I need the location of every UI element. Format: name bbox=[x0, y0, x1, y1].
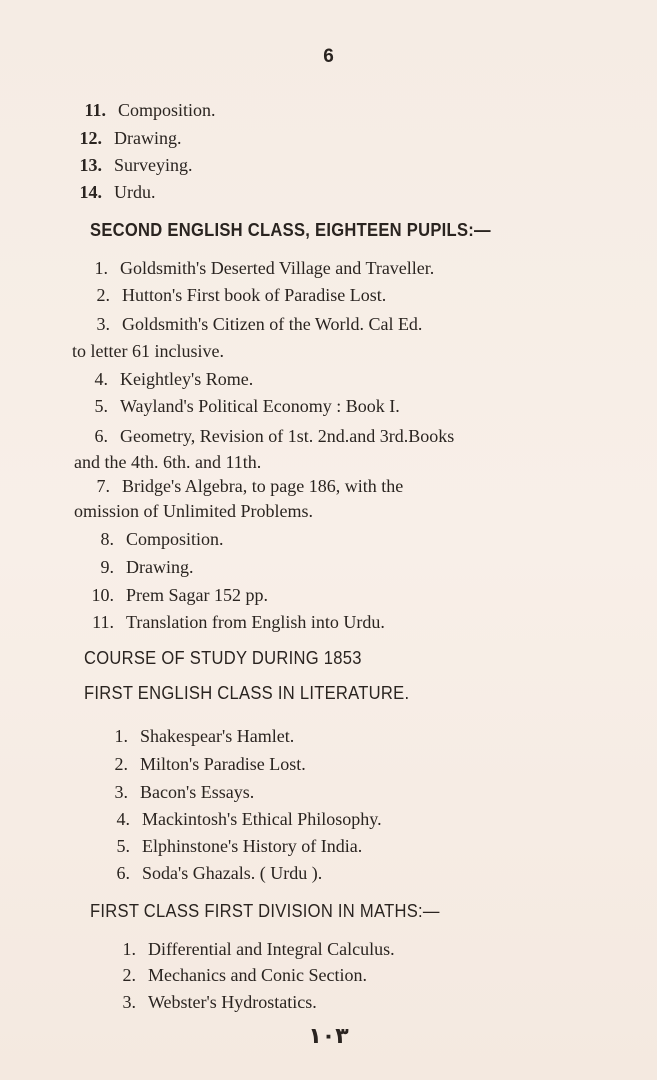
list-item bbox=[72, 424, 454, 448]
item-text: Goldsmith's Deserted Village and Traveller. bbox=[120, 258, 435, 278]
list-item bbox=[78, 583, 268, 607]
item-text: Keightley's Rome. bbox=[120, 369, 254, 389]
course-heading: COURSE OF STUDY DURING 1853 bbox=[84, 648, 362, 668]
item-number: 10. bbox=[91, 585, 114, 605]
list-item bbox=[94, 834, 362, 858]
list-item bbox=[74, 474, 403, 498]
list-item bbox=[94, 861, 322, 885]
list-item bbox=[92, 780, 254, 804]
item-text: Surveying. bbox=[114, 155, 193, 175]
item-text: Composition. bbox=[118, 100, 216, 120]
list-item bbox=[70, 98, 216, 122]
list-item bbox=[72, 256, 434, 280]
item-number: 11. bbox=[84, 100, 106, 120]
item-number: 11. bbox=[92, 612, 114, 632]
item-number: 5. bbox=[116, 836, 130, 856]
item-number: 7. bbox=[96, 476, 110, 496]
list-item bbox=[92, 752, 306, 776]
section-heading-first-maths: FIRST CLASS FIRST DIVISION IN MATHS:— bbox=[90, 901, 440, 921]
item-text: Prem Sagar 152 pp. bbox=[126, 585, 268, 605]
item-number: 2. bbox=[122, 965, 136, 985]
item-text: Webster's Hydrostatics. bbox=[148, 992, 317, 1012]
item-text: Hutton's First book of Paradise Lost. bbox=[122, 285, 387, 305]
list-item bbox=[78, 527, 224, 551]
item-number: 9. bbox=[100, 557, 114, 577]
item-number: 3. bbox=[114, 782, 128, 802]
item-number: 5. bbox=[94, 396, 108, 416]
item-text: Translation from English into Urdu. bbox=[126, 612, 385, 632]
list-item bbox=[66, 153, 193, 177]
item-text: Milton's Paradise Lost. bbox=[140, 754, 306, 774]
item-text: Composition. bbox=[126, 529, 224, 549]
item-text: Mechanics and Conic Section. bbox=[148, 965, 367, 985]
list-item bbox=[74, 312, 422, 336]
item-text: Geometry, Revision of 1st. 2nd.and 3rd.Books bbox=[120, 426, 455, 446]
item-text: Differential and Integral Calculus. bbox=[148, 939, 395, 959]
list-item bbox=[92, 724, 294, 748]
item-number: 3. bbox=[96, 314, 110, 334]
item-number: 1. bbox=[114, 726, 128, 746]
list-item bbox=[74, 283, 386, 307]
item-number: 4. bbox=[94, 369, 108, 389]
list-item bbox=[78, 555, 193, 579]
item-text: Bacon's Essays. bbox=[140, 782, 255, 802]
item-text: Drawing. bbox=[114, 128, 182, 148]
item-text: Shakespear's Hamlet. bbox=[140, 726, 295, 746]
list-item bbox=[78, 610, 385, 634]
continuation-line: and the 4th. 6th. and 11th. bbox=[74, 452, 262, 472]
section-heading-first-english: FIRST ENGLISH CLASS IN LITERATURE. bbox=[84, 683, 410, 703]
list-item bbox=[94, 807, 382, 831]
item-text: Soda's Ghazals. ( Urdu ). bbox=[142, 863, 323, 883]
item-number: 6. bbox=[94, 426, 108, 446]
item-number: 8. bbox=[100, 529, 114, 549]
footer-page-mark: ١٠٣ bbox=[308, 1024, 349, 1049]
item-number: 1. bbox=[94, 258, 108, 278]
list-item bbox=[72, 367, 253, 391]
continuation-line: omission of Unlimited Problems. bbox=[74, 501, 314, 521]
list-item bbox=[72, 394, 400, 418]
item-number: 12. bbox=[79, 128, 102, 148]
item-number: 4. bbox=[116, 809, 130, 829]
item-number: 2. bbox=[114, 754, 128, 774]
item-number: 1. bbox=[122, 939, 136, 959]
page-number: 6 bbox=[323, 46, 334, 67]
item-number: 3. bbox=[122, 992, 136, 1012]
item-text: Mackintosh's Ethical Philosophy. bbox=[142, 809, 382, 829]
item-text: Goldsmith's Citizen of the World. Cal Ed. bbox=[122, 314, 423, 334]
list-item bbox=[66, 180, 156, 204]
item-text: Elphinstone's History of India. bbox=[142, 836, 363, 856]
list-item bbox=[100, 990, 317, 1014]
item-text: Drawing. bbox=[126, 557, 194, 577]
list-item bbox=[100, 963, 367, 987]
list-item bbox=[66, 126, 181, 150]
item-text: Urdu. bbox=[114, 182, 156, 202]
item-number: 13. bbox=[79, 155, 102, 175]
item-number: 6. bbox=[116, 863, 130, 883]
item-number: 14. bbox=[79, 182, 102, 202]
item-text: Wayland's Political Economy : Book I. bbox=[120, 396, 400, 416]
list-item bbox=[100, 937, 395, 961]
item-text: Bridge's Algebra, to page 186, with the bbox=[122, 476, 404, 496]
section-heading-second-english: SECOND ENGLISH CLASS, EIGHTEEN PUPILS:— bbox=[90, 220, 491, 240]
item-number: 2. bbox=[96, 285, 110, 305]
continuation-line: to letter 61 inclusive. bbox=[72, 341, 224, 361]
